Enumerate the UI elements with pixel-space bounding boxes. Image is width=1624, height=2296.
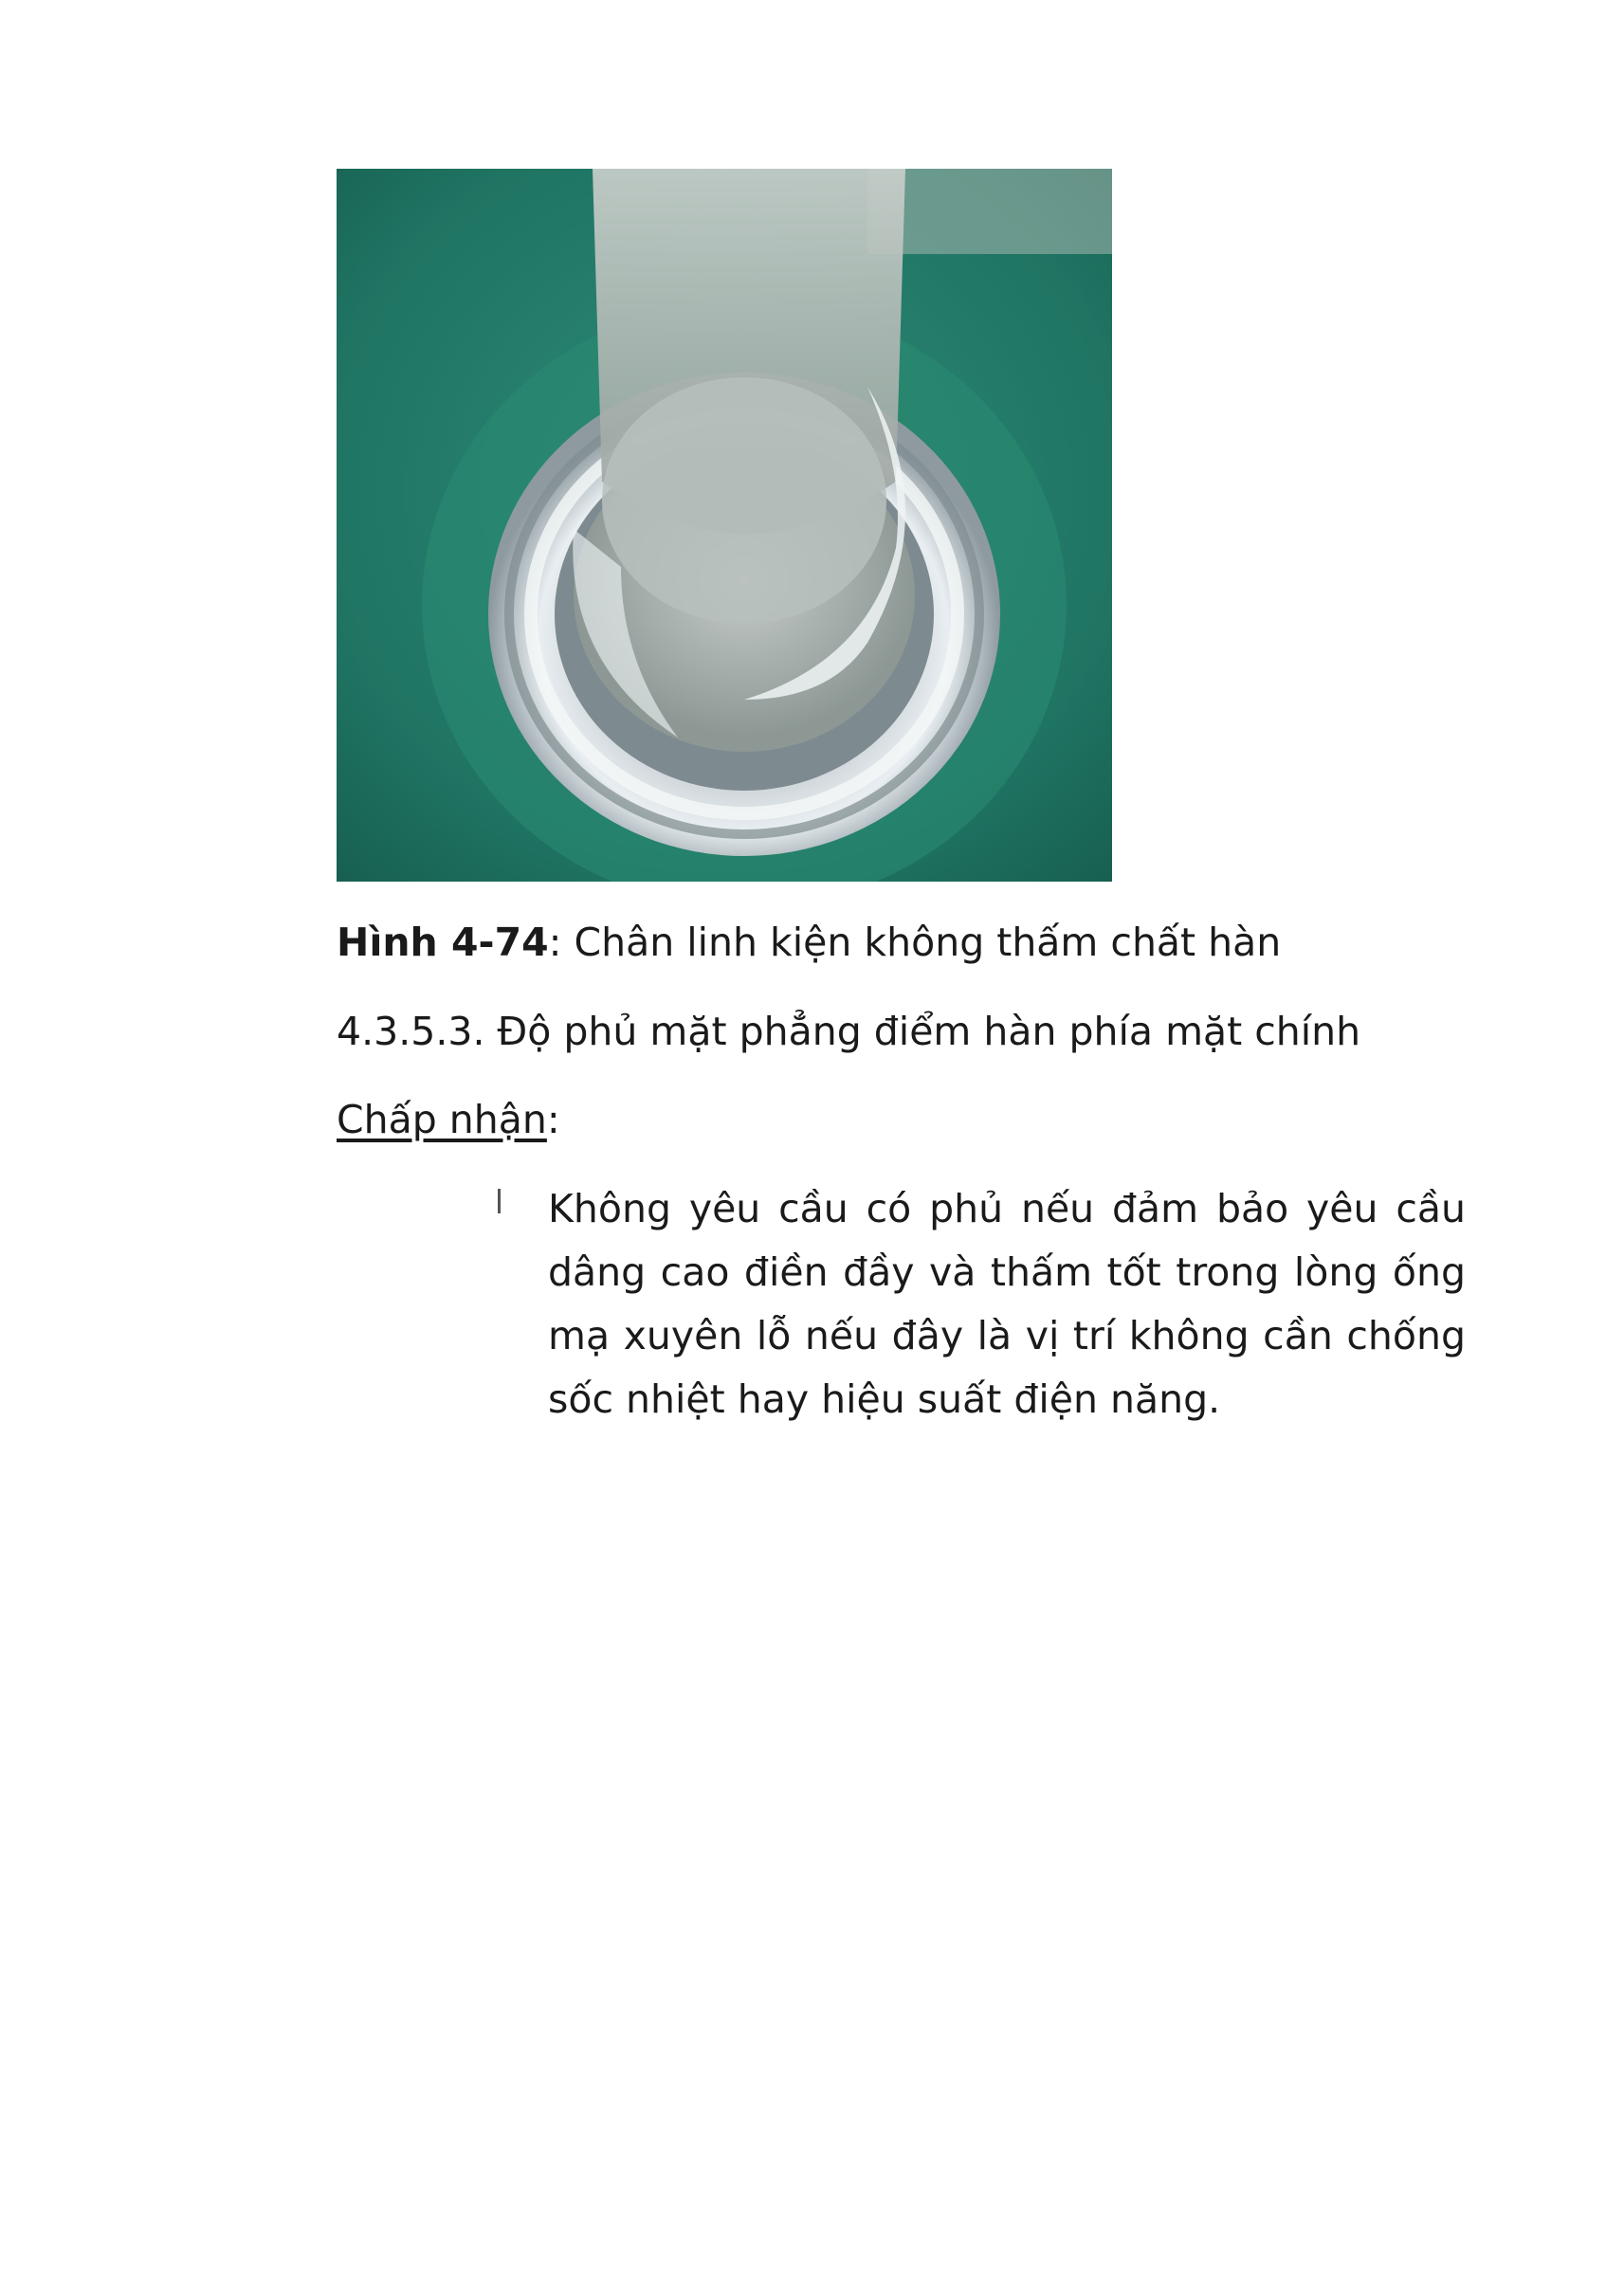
bullet-item: Không yêu cầu có phủ nếu đảm bảo yêu cầu dâng cao điền đầy và thấm tốt trong lòng ống mạ xuyên lỗ nếu đây là vị trí không cần chống sốc nhiệt hay hiệu suất điện năng.: [548, 1186, 1466, 1422]
acceptance-label: Chấp nhận: [337, 1097, 547, 1142]
figure-caption: [337, 916, 1281, 969]
figure-label: Hình 4-74: [337, 920, 549, 965]
acceptance-heading: [337, 1093, 560, 1146]
bullet-marker: [498, 1189, 501, 1213]
solder-joint-photo: [337, 169, 1112, 882]
figure-caption-text: : Chân linh kiện không thấm chất hàn: [548, 920, 1282, 965]
acceptance-colon: :: [546, 1097, 560, 1142]
section-heading: 4.3.5.3. Độ phủ mặt phẳng điểm hàn phía mặt chính: [337, 1009, 1361, 1054]
